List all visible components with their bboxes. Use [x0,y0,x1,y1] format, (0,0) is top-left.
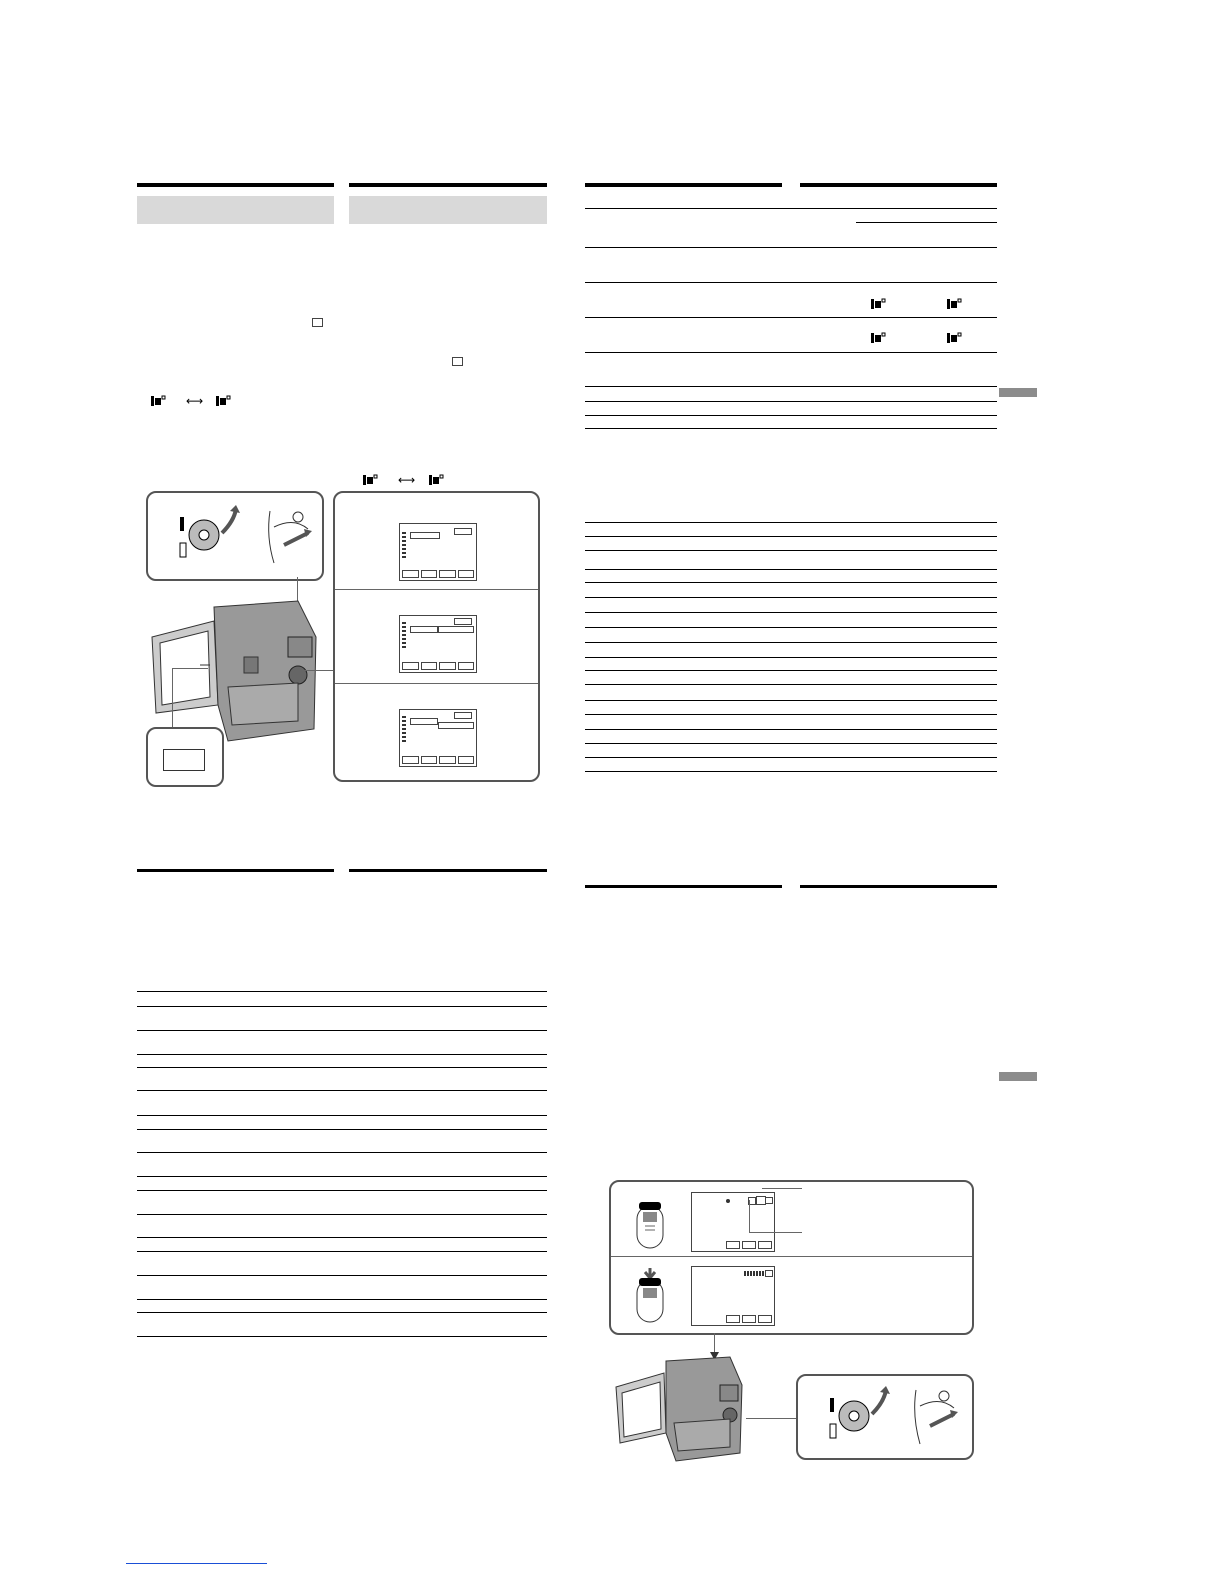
table-rule [585,522,997,523]
left-col1-header-rule [137,183,334,187]
lcd-button-row [402,756,474,764]
table-rule [585,670,997,671]
table-rule [137,1067,547,1068]
table-rule [585,428,997,429]
photo-button-half-press [635,1200,665,1250]
section-side-tab [999,1072,1037,1081]
focus-indicator-icon [726,1199,730,1203]
table-rule [585,597,997,598]
lcd-indicator [454,712,472,719]
photo-button-full-press [635,1268,665,1324]
table-rule [137,1275,547,1276]
left-col2-section-band [349,196,547,224]
lcd-button-row [726,1315,772,1323]
table-rule [137,1152,547,1153]
left-bottom-col1-rule [137,869,334,872]
table-rule [137,1030,547,1031]
table-rule [137,1336,547,1337]
lcd-field [438,626,474,633]
power-dial-illustration [824,1384,904,1450]
lcd-connector-line [172,668,208,669]
table-rule [585,743,997,744]
footer-link[interactable] [126,1562,267,1564]
table-rule [585,757,997,758]
table-subheader-rule [856,222,997,223]
lcd-field [438,722,474,729]
table-rule [585,642,997,643]
camcorder-to-dial-line [746,1418,796,1419]
lcd-callout-frame [163,749,205,771]
lcd-button-row [402,570,474,578]
lock-switch-illustration [264,507,318,567]
table-rule [137,1054,547,1055]
camcorder-to-screens-line [300,670,334,671]
table-rule [137,1006,547,1007]
camcorder-illustration [148,597,320,745]
memory-indicator [765,1270,773,1277]
lcd-frame-icon [312,318,323,327]
section-side-tab [999,388,1037,397]
lcd-connector-vertical [172,668,173,728]
table-rule [137,1299,547,1300]
lcd-callout-panel [146,727,224,787]
table-rule [585,208,997,209]
table-rule [137,1090,547,1091]
table-rule [585,582,997,583]
table-rule [585,536,997,537]
table-rule [585,247,997,248]
right-col2-header-rule [800,183,997,187]
table-rule [137,1176,547,1177]
table-rule [137,1214,547,1215]
table-rule [585,386,997,387]
table-rule [137,1312,547,1313]
table-rule [585,684,997,685]
table-rule [585,627,997,628]
photo-lcd-screen-2 [691,1266,775,1326]
power-dial-illustration [174,503,254,569]
lcd-screen-1 [399,523,477,581]
left-col2-header-rule [349,183,547,187]
lcd-counter [402,716,406,742]
photo-steps-divider [611,1256,972,1257]
lcd-counter [402,622,406,648]
lcd-indicator [454,528,472,535]
table-rule [585,612,997,613]
right-bottom-col2-rule [800,885,997,888]
lcd-screen-3 [399,709,477,767]
camcorder-illustration-2 [612,1355,746,1465]
table-rule [137,1129,547,1130]
film-frame-icon [428,474,444,486]
table-rule [585,352,997,353]
memory-indicator [765,1197,773,1204]
lcd-field [410,532,440,539]
right-bottom-col1-rule [585,885,782,888]
table-rule [585,401,997,402]
table-rule [137,991,547,992]
arrow-both-icon: ⟷ [186,394,204,408]
film-frame-icon [362,474,378,486]
film-frame-icon [946,298,962,310]
table-rule [585,729,997,730]
lcd-field [410,626,438,633]
power-dial-panel [146,491,324,581]
table-rule [585,550,997,551]
table-rule [137,1190,547,1191]
table-rule [585,415,997,416]
lcd-button-row [402,662,474,670]
table-rule [585,771,997,772]
callout-line-vertical [749,1200,750,1232]
right-col1-header-rule [585,183,782,187]
screen-divider [335,683,538,684]
table-rule [585,569,997,570]
table-rule [585,317,997,318]
lcd-indicator [454,618,472,625]
arrow-both-icon: ⟷ [398,473,416,487]
table-rule [137,1237,547,1238]
film-frame-icon [215,395,231,407]
film-frame-icon [150,395,166,407]
lcd-screen-2 [399,615,477,673]
left-col1-section-band [137,196,334,224]
screen-divider [335,589,538,590]
lcd-screens-panel [333,491,540,782]
table-rule [585,714,997,715]
table-rule [137,1115,547,1116]
callout-line-top [762,1188,802,1189]
recording-bar-indicator [744,1271,764,1276]
table-rule [585,282,997,283]
table-rule [137,1251,547,1252]
lock-switch-illustration [910,1386,964,1448]
photo-lcd-screen-1 [691,1192,775,1252]
film-frame-icon [870,298,886,310]
lcd-counter [402,532,406,558]
table-rule [585,700,997,701]
film-frame-icon [946,332,962,344]
left-bottom-col2-rule [349,869,547,872]
lcd-field [410,718,438,725]
photo-steps-panel [609,1180,974,1335]
table-rule [585,657,997,658]
lcd-button-row [726,1241,772,1249]
callout-line-bottom [749,1232,802,1233]
film-frame-icon [870,332,886,344]
power-dial-panel-2 [796,1374,974,1460]
lcd-frame-icon [452,357,463,366]
